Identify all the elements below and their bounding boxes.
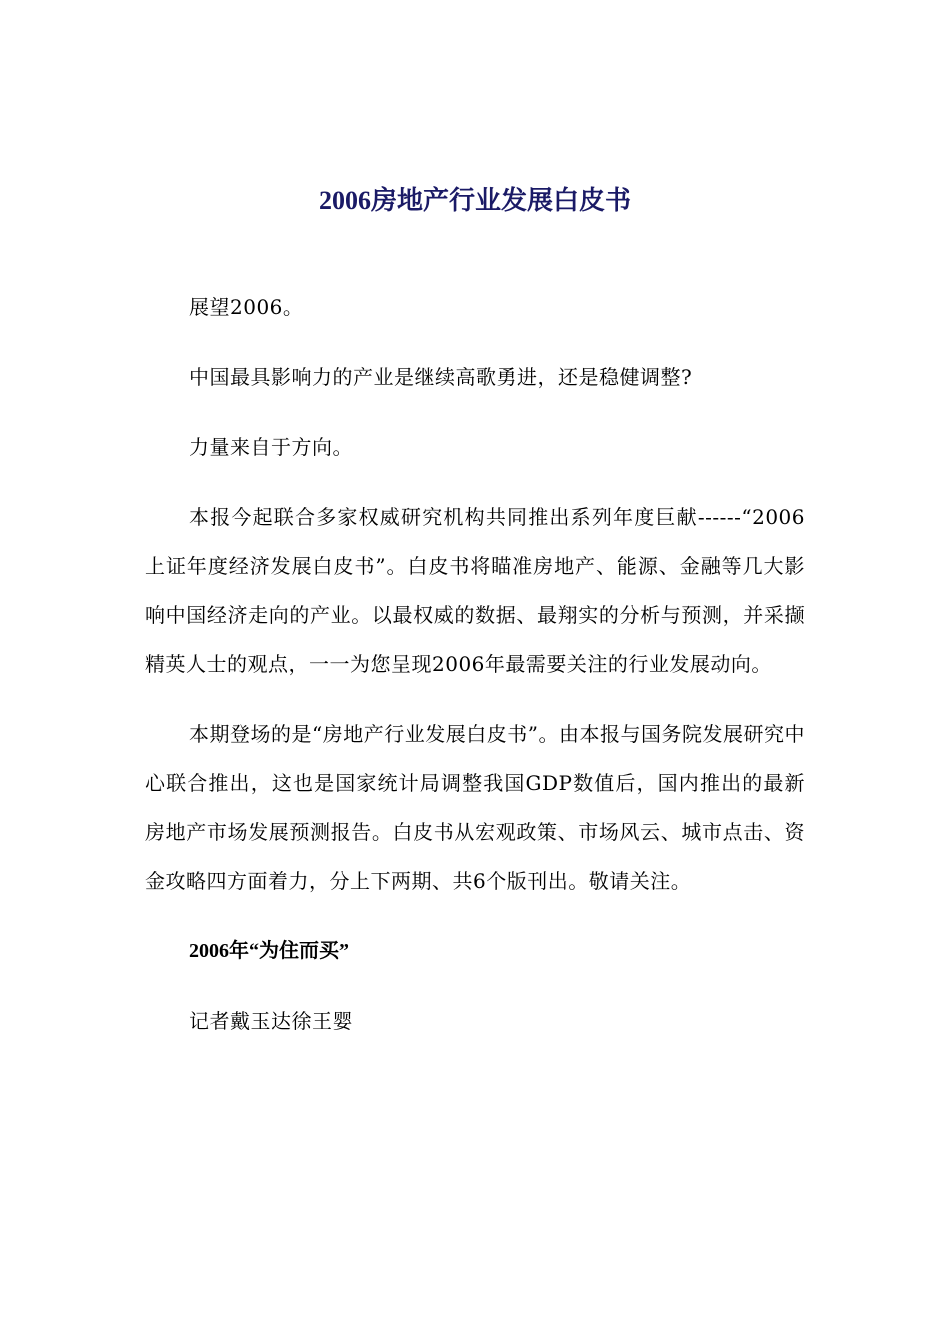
document-title: 2006房地产行业发展白皮书 <box>318 186 631 215</box>
document-body <box>145 283 805 1067</box>
paragraph-direction: 力量来自于方向。 <box>189 435 353 459</box>
paragraph-series-intro: 本报今起联合多家权威研究机构共同推出系列年度巨献------“2006上证年度经济发展白皮书”。白皮书将瞄准房地产、能源、金融等几大影响中国经济走向的产业。以最权威的数据、最翔实的分析与预测，并采撷精英人士的观点，一一为您呈现2006年最需要关注的行业发展动向。 <box>145 505 805 676</box>
section-heading: 2006年“为住而买” <box>189 940 349 962</box>
paragraph-this-issue: 本期登场的是“房地产行业发展白皮书”。由本报与国务院发展研究中心联合推出，这也是国家统计局调整我国GDP数值后，国内推出的最新房地产市场发展预测报告。白皮书从宏观政策、市场风云、城市点击、资金攻略四方面着力，分上下两期、共6个版刊出。敬请关注。 <box>145 722 805 893</box>
paragraph-question: 中国最具影响力的产业是继续高歌勇进，还是稳健调整? <box>189 365 693 389</box>
byline: 记者戴玉达徐王婴 <box>189 1009 353 1033</box>
paragraph-outlook: 展望2006。 <box>189 295 304 319</box>
